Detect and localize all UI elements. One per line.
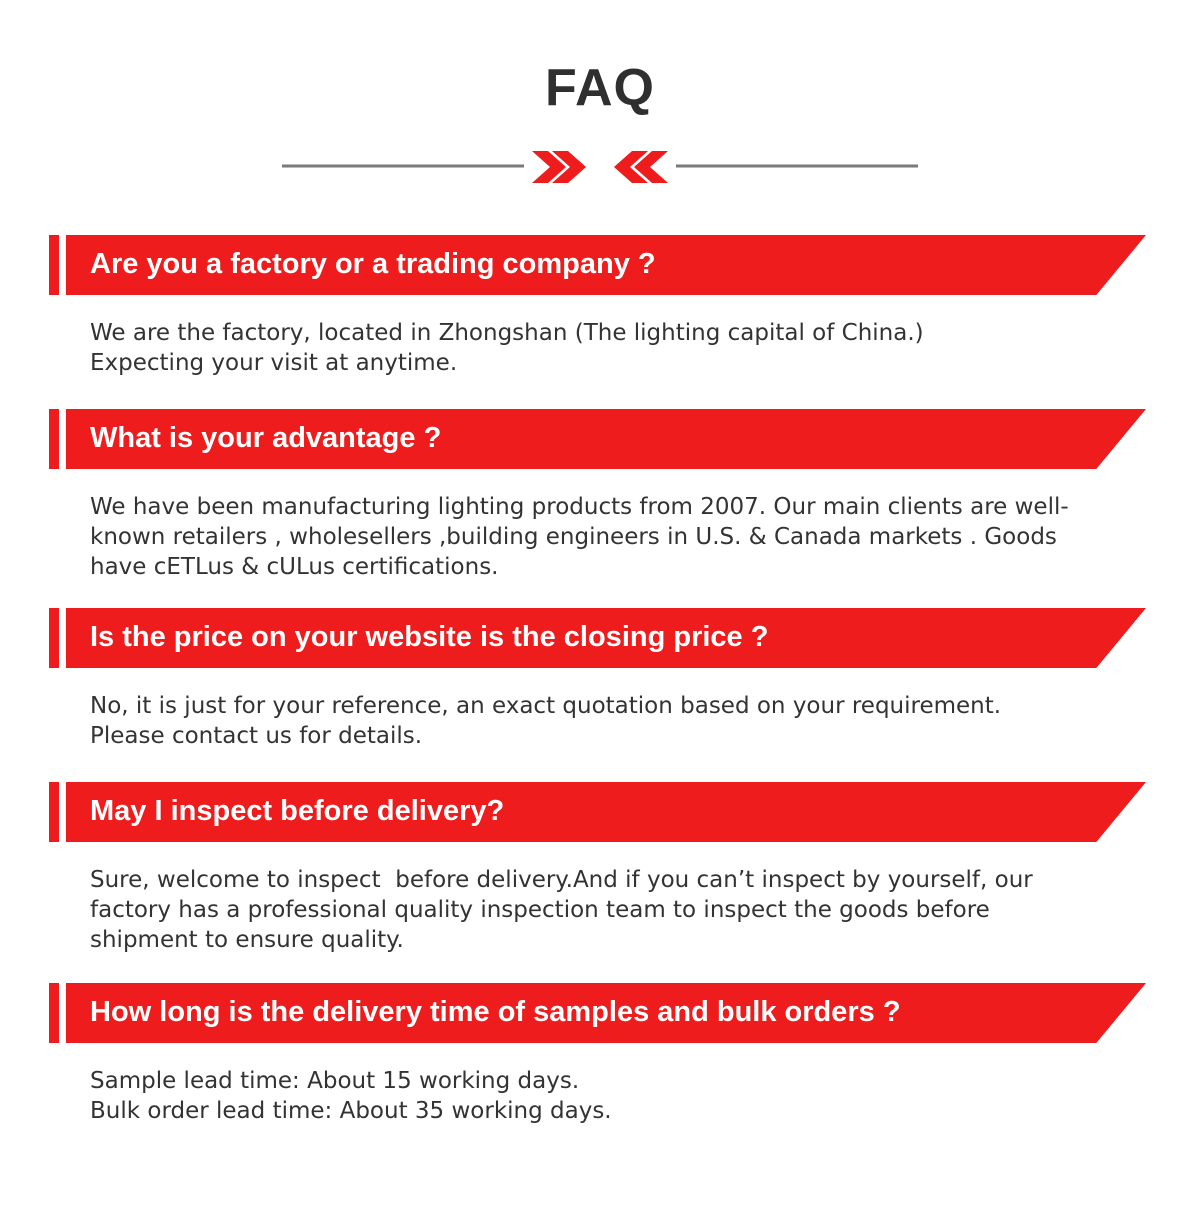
question-accent-bar	[49, 409, 59, 469]
question-accent-bar	[49, 782, 59, 842]
question-text: Are you a factory or a trading company ?	[90, 248, 656, 280]
answer-text	[90, 865, 1080, 955]
question-text: Is the price on your website is the closing price ?	[90, 621, 769, 653]
question-text: What is your advantage ?	[90, 422, 442, 454]
title-divider	[280, 145, 920, 189]
faq-item-factory	[0, 235, 1200, 385]
answer-line: Bulk order lead time: About 35 working days.	[90, 1098, 612, 1124]
faq-item-inspect	[0, 782, 1200, 962]
answer-line: Sure, welcome to inspect before delivery.And if you can’t inspect by yourself, our	[90, 867, 1033, 893]
page-title: FAQ	[545, 59, 655, 117]
answer-line: have cETLus & cULus certifications.	[90, 554, 499, 580]
answer-line: Please contact us for details.	[90, 723, 423, 749]
question-accent-bar	[49, 983, 59, 1043]
answer-text	[90, 1066, 1080, 1126]
answer-line: No, it is just for your reference, an exact quotation based on your requirement.	[90, 693, 1002, 719]
question-accent-bar	[49, 235, 59, 295]
faq-item-closing-price	[0, 608, 1200, 758]
answer-line: Sample lead time: About 15 working days.	[90, 1068, 580, 1094]
double-chevron-right-icon	[532, 151, 586, 183]
question-text: How long is the delivery time of samples and bulk orders ?	[90, 996, 901, 1028]
answer-line: factory has a professional quality inspection team to inspect the goods before	[90, 897, 990, 923]
answer-text	[90, 318, 1080, 378]
double-chevron-left-icon	[614, 151, 668, 183]
answer-line: Expecting your visit at anytime.	[90, 350, 458, 376]
question-accent-bar	[49, 608, 59, 668]
answer-text	[90, 691, 1080, 751]
faq-item-delivery-time	[0, 983, 1200, 1133]
answer-line: We have been manufacturing lighting products from 2007. Our main clients are well-	[90, 494, 1069, 520]
faq-item-advantage	[0, 409, 1200, 589]
answer-line: shipment to ensure quality.	[90, 927, 404, 953]
question-text: May I inspect before delivery?	[90, 795, 505, 827]
answer-text	[90, 492, 1080, 582]
answer-line: known retailers , wholesellers ,building engineers in U.S. & Canada markets . Goods	[90, 524, 1057, 550]
answer-line: We are the factory, located in Zhongshan (The lighting capital of China.)	[90, 320, 924, 346]
